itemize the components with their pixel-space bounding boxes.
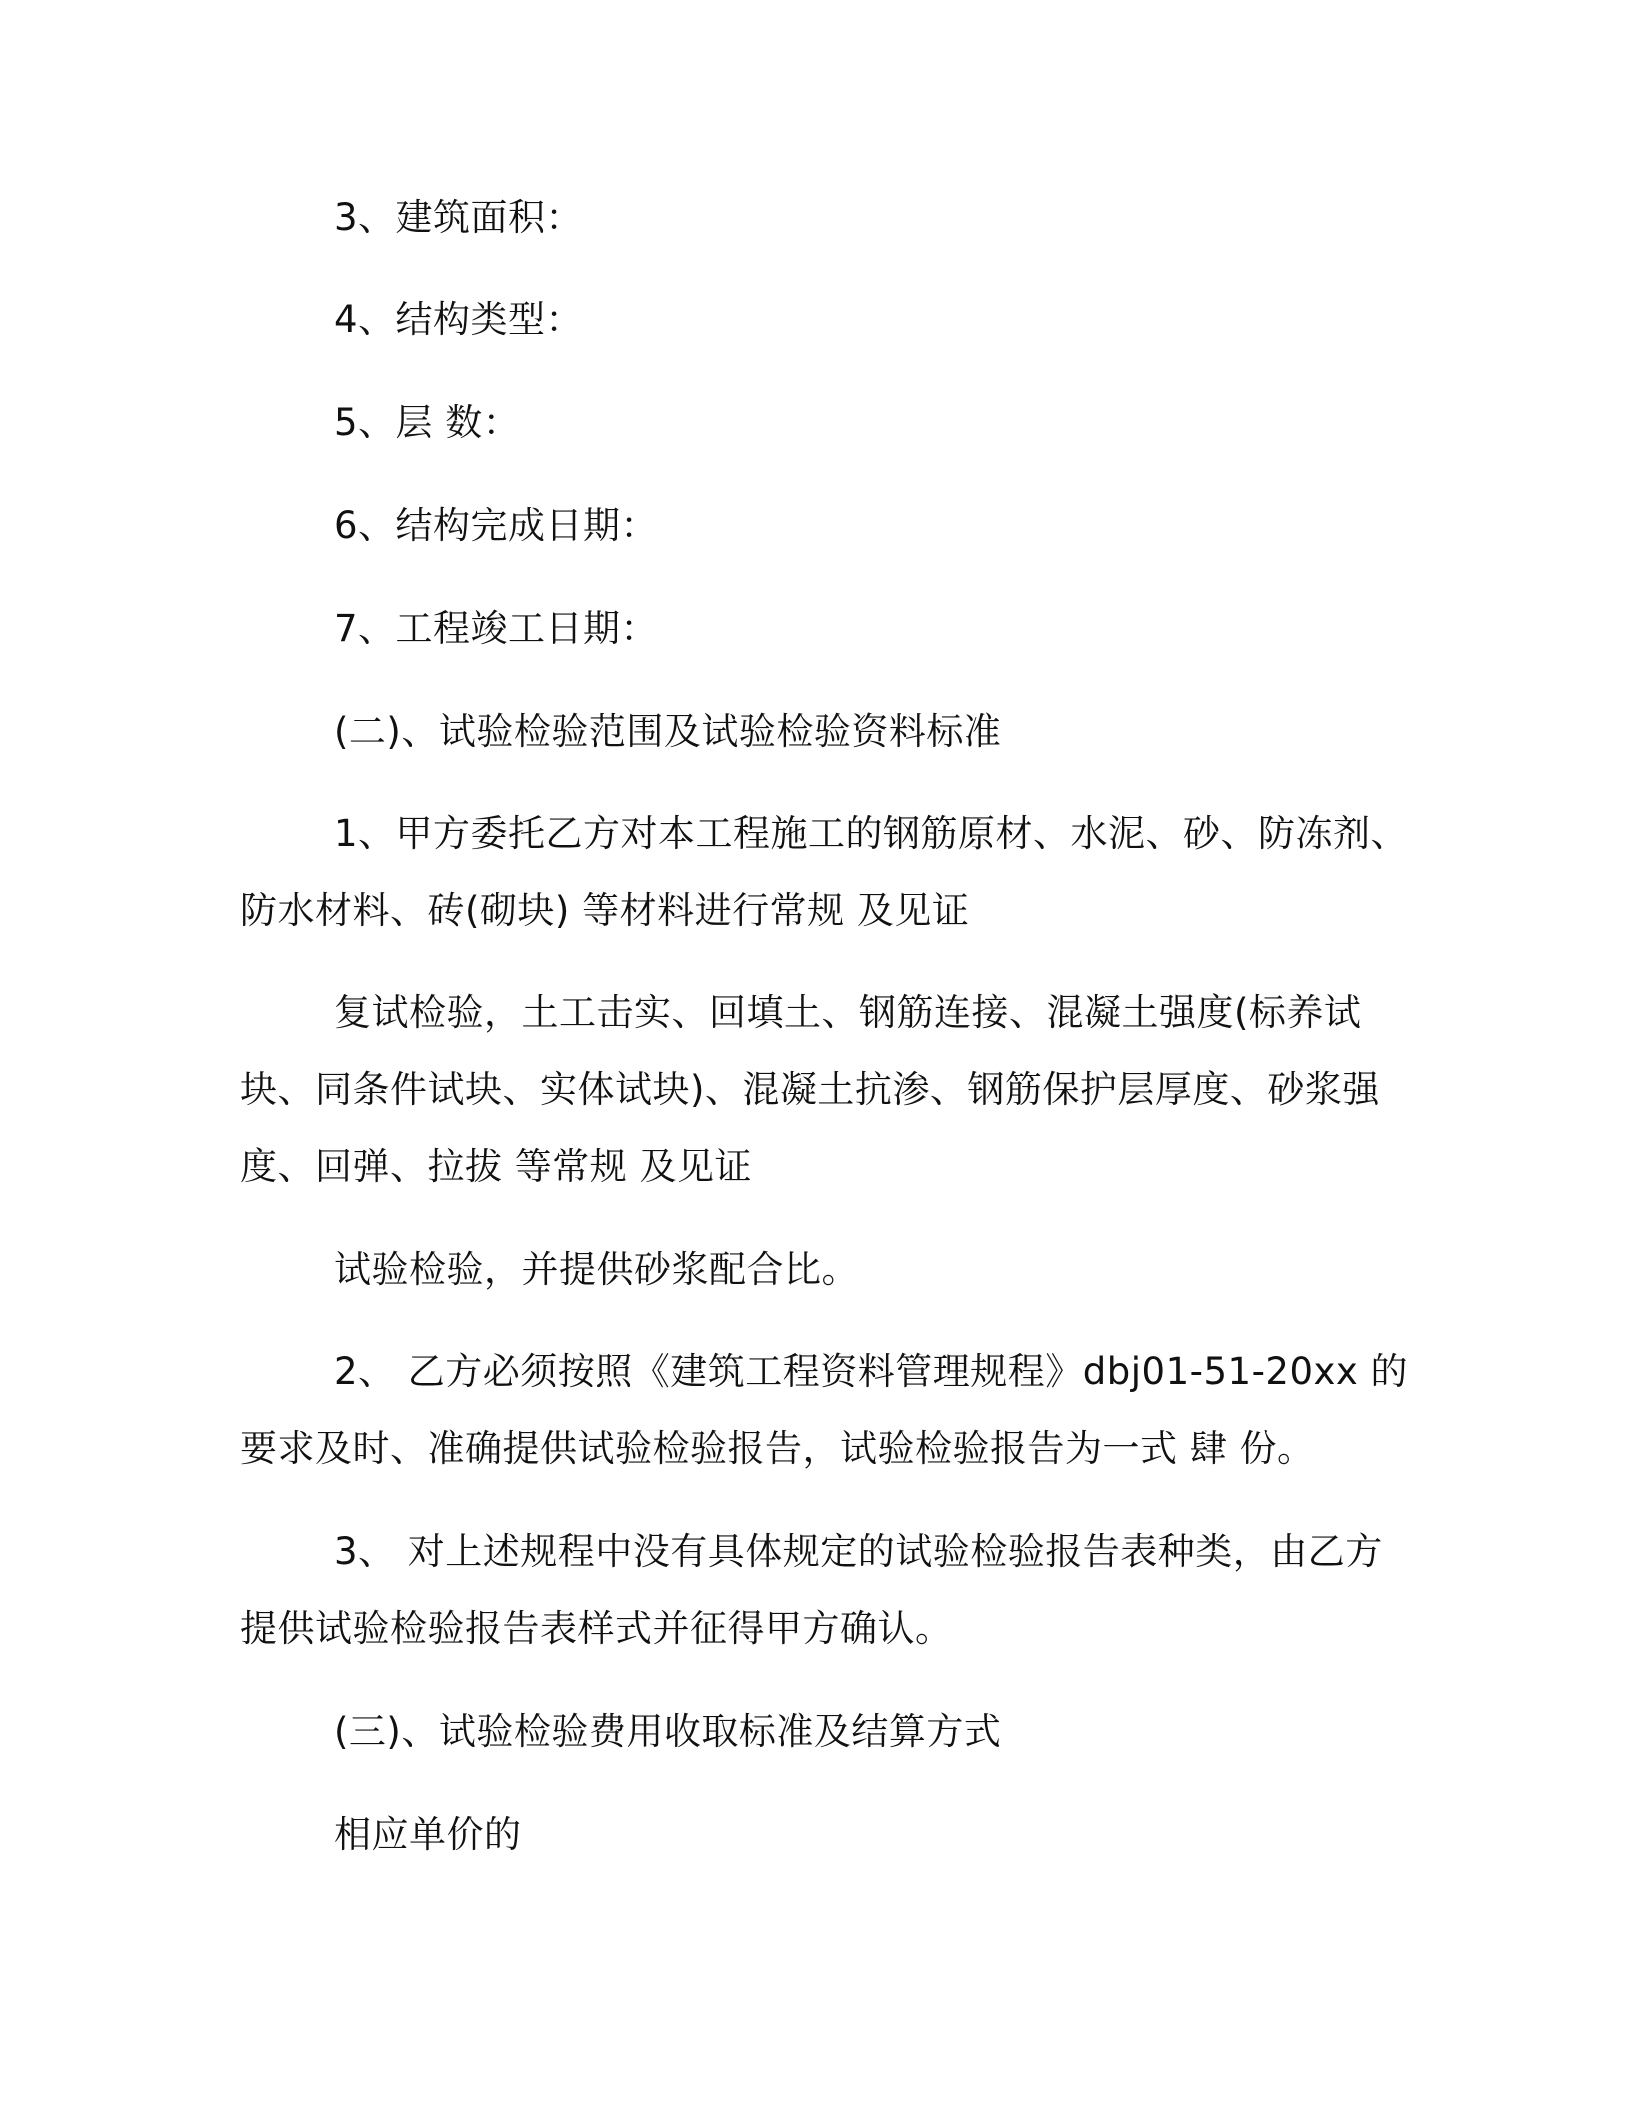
section-2-item-3-line-2: 提供试验检验报告表样式并征得甲方确认。 xyxy=(240,1607,953,1650)
section-2-heading: (二)、试验检验范围及试验检验资料标准 xyxy=(334,710,1002,753)
section-3-heading: (三)、试验检验费用收取标准及结算方式 xyxy=(334,1710,1002,1753)
section-2-item-2-line-1: 2、 乙方必须按照《建筑工程资料管理规程》dbj01-51-20xx 的 xyxy=(334,1350,1409,1393)
section-2-item-2-line-2: 要求及时、准确提供试验检验报告，试验检验报告为一式 肆 份。 xyxy=(240,1427,1315,1470)
section-2-item-1-cont-line-3: 度、回弹、拉拔 等常规 及见证 xyxy=(240,1145,753,1188)
section-2-item-1-end: 试验检验，并提供砂浆配合比。 xyxy=(334,1248,859,1291)
section-2-item-1-cont-line-2: 块、同条件试块、实体试块)、混凝土抗渗、钢筋保护层厚度、砂浆强 xyxy=(240,1068,1380,1111)
section-2-item-1-line-2: 防水材料、砖(砌块) 等材料进行常规 及见证 xyxy=(240,889,970,932)
section-2-item-1-cont-line-1: 复试检验，土工击实、回填土、钢筋连接、混凝土强度(标养试 xyxy=(334,991,1362,1034)
section-2-item-1-line-1: 1、甲方委托乙方对本工程施工的钢筋原材、水泥、砂、防冻剂、 xyxy=(334,812,1409,855)
project-completion-date-line: 7、工程竣工日期： xyxy=(334,607,659,650)
structure-type-line: 4、结构类型： xyxy=(334,298,584,341)
section-3-text: 相应单价的 xyxy=(334,1813,522,1856)
floor-count-line: 5、层 数： xyxy=(334,401,521,444)
building-area-line: 3、建筑面积： xyxy=(334,196,584,239)
structure-completion-date-line: 6、结构完成日期： xyxy=(334,504,659,547)
section-2-item-3-line-1: 3、 对上述规程中没有具体规定的试验检验报告表种类，由乙方 xyxy=(334,1530,1383,1573)
